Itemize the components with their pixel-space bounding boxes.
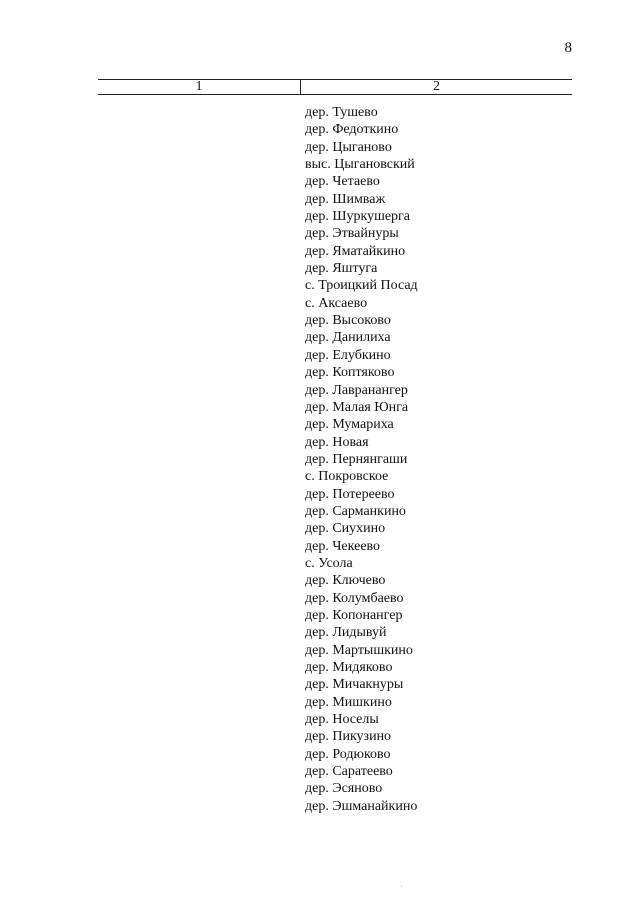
list-item: дер. Сарманкино [305, 503, 406, 519]
scan-artifact [401, 886, 402, 887]
list-item: дер. Эшманайкино [305, 798, 418, 814]
list-item: дер. Коптяково [305, 365, 395, 381]
list-item: дер. Высоково [305, 313, 391, 329]
list-item: дер. Потереево [305, 486, 395, 502]
list-item: дер. Копонангер [305, 607, 403, 623]
list-item: дер. Цыганово [305, 139, 392, 155]
list-item: дер. Тушево [305, 105, 378, 120]
list-item: дер. Этвайнуры [305, 226, 399, 242]
list-item: дер. Яматайкино [305, 243, 406, 259]
list-item: дер. Носелы [305, 712, 379, 728]
list-item: дер. Новая [305, 434, 369, 450]
table-header-row [98, 79, 572, 95]
list-item: с. Покровское [305, 469, 389, 485]
page-number: 8 [564, 40, 572, 56]
list-item: дер. Ключево [305, 573, 386, 589]
list-item: дер. Лавранангер [305, 382, 408, 398]
list-item: дер. Яштуга [305, 261, 378, 277]
list-item: дер. Данилиха [305, 330, 391, 346]
list-item: дер. Сиухино [305, 521, 386, 537]
list-item: дер. Пернянгаши [305, 451, 408, 467]
list-item: дер. Четаево [305, 174, 380, 190]
list-item: дер. Колумбаево [305, 590, 404, 606]
list-item: дер. Лидывуй [305, 625, 387, 641]
list-item: дер. Мишкино [305, 694, 392, 710]
list-item: дер. Малая Юнга [305, 399, 409, 415]
list-item: с. Усола [305, 555, 353, 571]
settlement-list [305, 104, 418, 815]
list-item: дер. Шуркушерга [305, 209, 411, 225]
list-item: выс. Цыгановский [305, 157, 415, 173]
list-item: с. Аксаево [305, 295, 368, 311]
list-item: дер. Мидяково [305, 660, 393, 675]
list-item: дер. Родюково [305, 746, 391, 762]
list-item: дер. Мумариха [305, 417, 394, 433]
list-item: дер. Федоткино [305, 122, 399, 138]
column-header-1: 1 [98, 80, 301, 94]
list-item: дер. Саратеево [305, 764, 393, 780]
list-item: дер. Шимваж [305, 191, 386, 207]
list-item: дер. Пикузино [305, 729, 392, 745]
list-item: дер. Эсяново [305, 781, 383, 797]
list-item: дер. Елубкино [305, 347, 391, 363]
column-header-2: 2 [433, 79, 440, 94]
list-item: дер. Мартышкино [305, 642, 413, 658]
list-item: дер. Мичакнуры [305, 677, 404, 693]
list-item: дер. Чекеево [305, 538, 381, 554]
list-item: с. Троицкий Посад [305, 278, 418, 294]
